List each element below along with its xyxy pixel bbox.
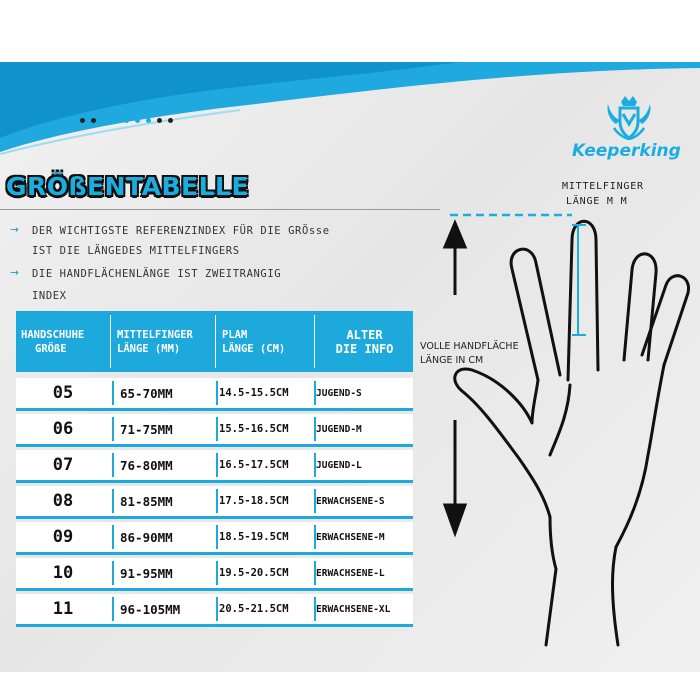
cell-middle-finger: 91-95MM [120, 565, 173, 581]
note-2-line-1: DIE HANDFLÄCHENLÄNGE IST ZWEITRANGIG [32, 268, 282, 280]
table-row [16, 594, 413, 624]
finger-label-line-2: LÄNGE M M [566, 196, 628, 207]
header-palm: PLAM LÄNGE (CM) [222, 328, 286, 355]
cell-size: 05 [52, 383, 74, 403]
palm-label-line-2: LÄNGE IN CM [420, 355, 484, 366]
hand-outline-icon [420, 195, 700, 670]
table-row [16, 414, 413, 444]
cell-size: 09 [52, 527, 74, 547]
finger-label-line-1: MITTELFINGER [562, 181, 644, 192]
table-row [16, 486, 413, 516]
cell-info: ERWACHSENE-L [316, 567, 385, 579]
cell-middle-finger: 65-70MM [120, 385, 173, 401]
decorative-dots [80, 118, 173, 123]
cell-size: 07 [52, 455, 74, 475]
cell-palm: 19.5-20.5CM [219, 567, 289, 579]
cell-palm: 17.5-18.5CM [219, 495, 289, 507]
size-table [16, 311, 413, 624]
table-row [16, 558, 413, 588]
title-divider [0, 209, 440, 210]
cell-middle-finger: 96-105MM [120, 601, 181, 617]
cell-info: ERWACHSENE-M [316, 531, 385, 543]
palm-label-line-1: VOLLE HANDFLÄCHE [420, 341, 519, 352]
cell-size: 11 [52, 599, 74, 619]
header-info: ALTER DIE INFO [335, 327, 394, 356]
cell-size: 06 [52, 419, 74, 439]
header-middle-finger: MITTELFINGER LÄNGE (MM) [117, 328, 193, 355]
cell-size: 10 [52, 563, 74, 583]
cell-palm: 15.5-16.5CM [219, 423, 289, 435]
arrow-icon: → [10, 224, 20, 236]
cell-middle-finger: 86-90MM [120, 529, 173, 545]
table-row [16, 522, 413, 552]
note-1-line-1: DER WICHTIGSTE REFERENZINDEX FÜR DIE GRÖsse [32, 225, 330, 237]
cell-info: JUGEND-S [316, 387, 362, 399]
cell-middle-finger: 71-75MM [120, 421, 173, 437]
brand-name: Keeperking [572, 141, 681, 161]
note-2-line-2: INDEX [32, 290, 67, 302]
crown-shield-icon [600, 94, 658, 140]
cell-info: ERWACHSENE-XL [316, 603, 391, 615]
cell-info: JUGEND-M [316, 423, 362, 435]
cell-palm: 20.5-21.5CM [219, 603, 289, 615]
table-body [16, 378, 413, 624]
cell-palm: 14.5-15.5CM [219, 387, 289, 399]
arrow-icon: → [10, 267, 20, 279]
table-row [16, 450, 413, 480]
cell-palm: 16.5-17.5CM [219, 459, 289, 471]
table-header [16, 311, 413, 372]
cell-info: JUGEND-L [316, 459, 362, 471]
page-title: GRÖßENTABELLE [6, 172, 250, 201]
cell-palm: 18.5-19.5CM [219, 531, 289, 543]
table-row [16, 378, 413, 408]
cell-info: ERWACHSENE-S [316, 495, 385, 507]
cell-middle-finger: 81-85MM [120, 493, 173, 509]
cell-size: 08 [52, 491, 74, 511]
cell-middle-finger: 76-80MM [120, 457, 173, 473]
note-1-line-2: IST DIE LÄNGEDES MITTELFINGERS [32, 245, 240, 257]
header-size: HANDSCHUHE GRÖßE [21, 328, 85, 355]
